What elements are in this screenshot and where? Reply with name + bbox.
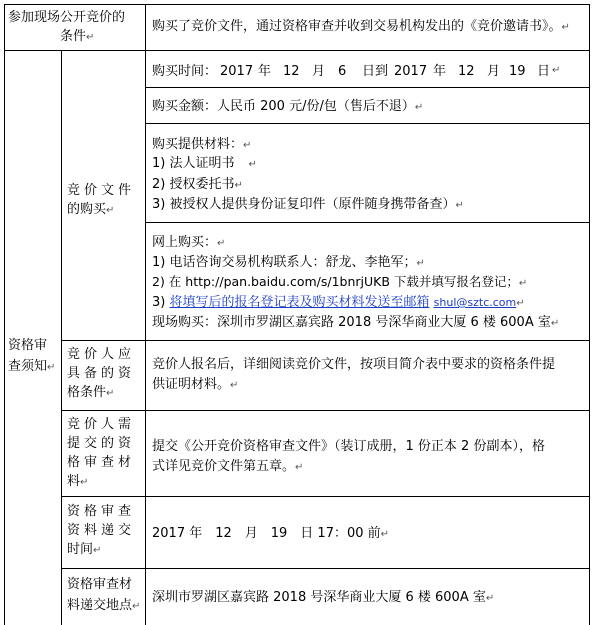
section-label-line2: 查须知↵ bbox=[8, 359, 56, 374]
qualification-content-line2: 供证明材料。↵ bbox=[152, 377, 239, 392]
conditions-label-line1: 参加现场公开竞价的 bbox=[8, 10, 126, 25]
purchase-time-month-char-2: 月 bbox=[487, 64, 501, 79]
review-label-line3: 格审查材 bbox=[67, 455, 136, 470]
online-item-3-link[interactable]: 将填写后的报名登记表及购买材料发送至邮箱 bbox=[169, 295, 430, 310]
purchase-time-year-char-1: 年 bbox=[258, 64, 272, 79]
review-label-line1: 竞价人需 bbox=[67, 417, 136, 432]
purchase-time-end-year: 2017 bbox=[394, 64, 428, 79]
review-label-line4: 料↵ bbox=[67, 474, 89, 489]
review-label-line2: 提交的资 bbox=[67, 436, 136, 451]
purchase-time-start-day: 6 bbox=[338, 64, 347, 79]
submit-time-label-line2: 资料递交 bbox=[67, 523, 136, 538]
review-content-line2: 式详见竞价文件第五章。↵ bbox=[152, 459, 304, 474]
purchase-time-end-day: 19 bbox=[509, 64, 526, 79]
row-divider-time bbox=[145, 87, 590, 88]
conditions-content: 购买了竞价文件，通过资格审查并收到交易机构发出的《竞价邀请书》。↵ bbox=[152, 19, 570, 34]
qualification-content-line1: 竞价人报名后，详细阅读竞价文件，按项目简介表中要求的资格条件提 bbox=[152, 357, 556, 372]
row-divider-purchase bbox=[61, 340, 590, 341]
online-item-3: 3) 将填写后的报名登记表及购买材料发送至邮箱 shul@sztc.com↵ bbox=[152, 295, 525, 310]
onsite-purchase: 现场购买：深圳市罗湖区嘉宾路 2018 号深华商业大厦 6 楼 600A 室↵ bbox=[152, 315, 560, 330]
purchase-label-line2: 的购买↵ bbox=[67, 202, 115, 217]
qualification-label-line2: 具备的资 bbox=[67, 366, 136, 381]
border-top bbox=[4, 4, 590, 5]
purchase-time-end-month: 12 bbox=[458, 64, 475, 79]
col-divider-sub bbox=[61, 50, 62, 625]
row-divider-amount bbox=[145, 123, 590, 124]
online-title: 网上购买：↵ bbox=[152, 235, 226, 250]
section-label-line1: 资格审 bbox=[8, 338, 48, 353]
submit-place-label-line2: 料递交地点↵ bbox=[67, 598, 141, 613]
review-content-line1: 提交《公开竞价资格审查文件》（装订成册，1 份正本 2 份副本），格 bbox=[152, 439, 545, 454]
purchase-time-year-char-2: 年 bbox=[433, 64, 447, 79]
col-divider-main bbox=[145, 4, 146, 625]
row-divider-time2 bbox=[61, 568, 590, 569]
qualification-label-line1: 竞价人应 bbox=[67, 347, 136, 362]
materials-item-1: 1) 法人证明书 ↵ bbox=[152, 156, 257, 171]
conditions-label-line2: 条件↵ bbox=[60, 29, 95, 44]
submit-place-label-line1: 资格审查材 bbox=[67, 577, 133, 592]
online-item-1: 1) 电话咨询交易机构联系人：舒龙、李艳军；↵ bbox=[152, 255, 425, 270]
purchase-amount: 购买金额：人民币 200 元/份/包（售后不退）↵ bbox=[152, 99, 424, 114]
row-divider-1 bbox=[4, 50, 590, 51]
online-item-2: 2) 在 http://pan.baidu.com/s/1bnrjUKB 下载并填写报名登记；↵ bbox=[152, 274, 528, 289]
purchase-time-start-month: 12 bbox=[283, 64, 300, 79]
submit-time-content: 2017 年 12 月 19 日 17：00 前↵ bbox=[152, 526, 390, 541]
purchase-time-mark: ↵ bbox=[552, 65, 561, 76]
submit-time-label-line3: 时间↵ bbox=[67, 542, 102, 557]
row-divider-materials bbox=[145, 222, 590, 223]
email-link[interactable]: shul@sztc.com bbox=[433, 296, 517, 309]
purchase-time-month-char-1: 月 bbox=[312, 64, 326, 79]
purchase-time-prefix: 购买时间： bbox=[152, 64, 218, 79]
materials-item-3: 3) 被授权人提供身份证复印件（原件随身携带备查）↵ bbox=[152, 197, 464, 212]
submit-time-label-line1: 资格审查 bbox=[67, 504, 136, 519]
row-divider-review bbox=[61, 496, 590, 497]
purchase-time-to: 日到 bbox=[362, 64, 389, 79]
qualification-label-line3: 格条件↵ bbox=[67, 385, 115, 400]
purchase-time-start-year: 2017 bbox=[220, 64, 254, 79]
materials-title: 购买提供材料：↵ bbox=[152, 137, 252, 152]
submit-place-content: 深圳市罗湖区嘉宾路 2018 号深华商业大厦 6 楼 600A 室↵ bbox=[152, 590, 495, 605]
border-right bbox=[589, 4, 590, 625]
materials-item-2: 2) 授权委托书↵ bbox=[152, 177, 243, 192]
purchase-time-day-char: 日 bbox=[537, 64, 551, 79]
row-divider-qualification bbox=[61, 410, 590, 411]
border-left bbox=[4, 4, 5, 625]
purchase-label-line1: 竞价文件 bbox=[67, 183, 136, 198]
